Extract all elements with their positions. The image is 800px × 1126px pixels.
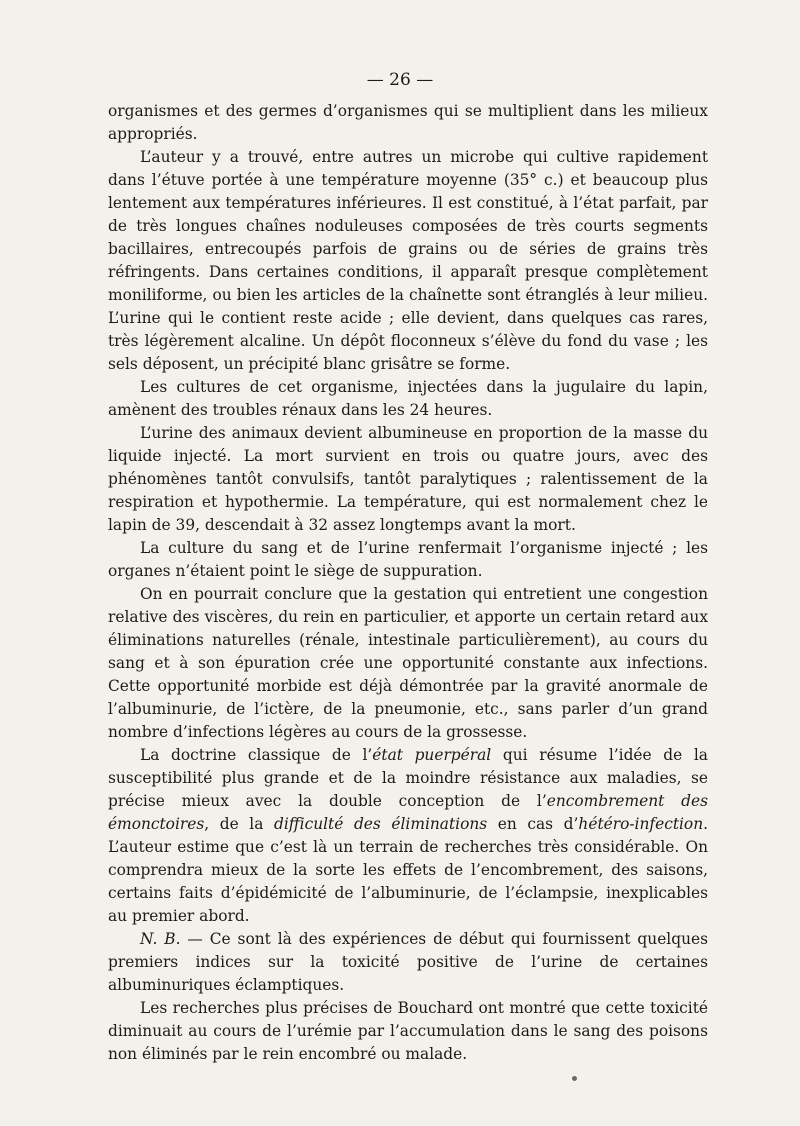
page-body (108, 100, 708, 1066)
paragraph-1: organismes et des germes d’organismes qui se multiplient dans les milieux appropriés. (108, 102, 708, 143)
nota-bene: N. B. (140, 930, 181, 948)
p7-text-5: . L’auteur estime que c’est là un terrain de recherches très considérable. On comprendra mieux de la sorte les effets de l’encombrement, des saisons, certains faits d’épidémicité de l’albuminurie, de l’éclampsie, inexplicables au premier abord. (108, 815, 709, 925)
paragraph-6: On en pourrait conclure que la gestation qui entretient une congestion relative des viscères, du rein en particulier, et apporte un certain retard aux éliminations naturelles (rénale, intestinale particulièrement), au cours du sang et à son épuration crée une opportunité constante aux infections. Cette opportunité morbide est déjà démontrée par la gravité anormale de l’albuminurie, de l’ictère, de la pneumonie, etc., sans parler d’un grand nombre d’infections légères au cours de la grossesse. (108, 585, 708, 741)
ink-speck (572, 1076, 577, 1081)
paragraph-5: La culture du sang et de l’urine renfermait l’organisme injecté ; les organes n’étaient point le siège de suppuration. (108, 539, 708, 580)
paragraph-7 (108, 744, 708, 928)
paragraph-9: Les recherches plus précises de Bouchard ont montré que cette toxicité diminuait au cours de l’urémie par l’accumulation dans le sang des poisons non éliminés par le rein encombré ou malade. (108, 999, 708, 1063)
page-number: — 26 — (366, 70, 434, 90)
p7-italic-etat-puerperal: état puerpéral (372, 746, 492, 764)
p7-italic-encombrement: encombrement des émonctoires (108, 792, 708, 833)
p7-italic-difficulte: difficulté des éliminations (274, 815, 488, 833)
p7-text-4: en cas d’ (487, 815, 579, 833)
p7-text-2: qui résume l’idée de la susceptibilité plus grande et de la moindre résistance aux maladies, se précise mieux avec la double conception de l’ (108, 746, 708, 810)
paragraph-8 (108, 928, 708, 997)
p8-text: — Ce sont là des expériences de début qui fournissent quelques premiers indices sur la toxicité positive de l’urine de certaines albuminuriques éclamptiques. (108, 930, 708, 994)
p7-text-1: La doctrine classique de l’ (140, 746, 373, 764)
p7-text-3: , de la (204, 815, 274, 833)
paragraph-3: Les cultures de cet organisme, injectées dans la jugulaire du lapin, amènent des troubles rénaux dans les 24 heures. (108, 378, 708, 419)
paragraph-2: L’auteur y a trouvé, entre autres un microbe qui cultive rapidement dans l’étuve portée à une température moyenne (35° c.) et beaucoup plus lentement aux températures inférieures. Il est constitué, à l’état parfait, par de très longues chaînes noduleuses composées de très courts segments bacillaires, entrecoupés parfois de grains ou de séries de grains très réfringents. Dans certaines conditions, il apparaît presque complètement moniliforme, ou bien les articles de la chaînette sont étranglés à leur milieu. L’urine qui le contient reste acide ; elle devient, dans quelques cas rares, très légèrement alcaline. Un dépôt floconneux s’élève du fond du vase ; les sels déposent, un précipité blanc grisâtre se forme. (108, 148, 708, 373)
p7-italic-hetero-infection: hétéro-infection (578, 815, 704, 833)
paragraph-4: L’urine des animaux devient albumineuse en proportion de la masse du liquide injecté. La mort survient en trois ou quatre jours, avec des phénomènes tantôt convulsifs, tantôt paralytiques ; ralentissement de la respiration et hypothermie. La température, qui est normalement chez le lapin de 39, descendait à 32 assez longtemps avant la mort. (108, 424, 708, 534)
